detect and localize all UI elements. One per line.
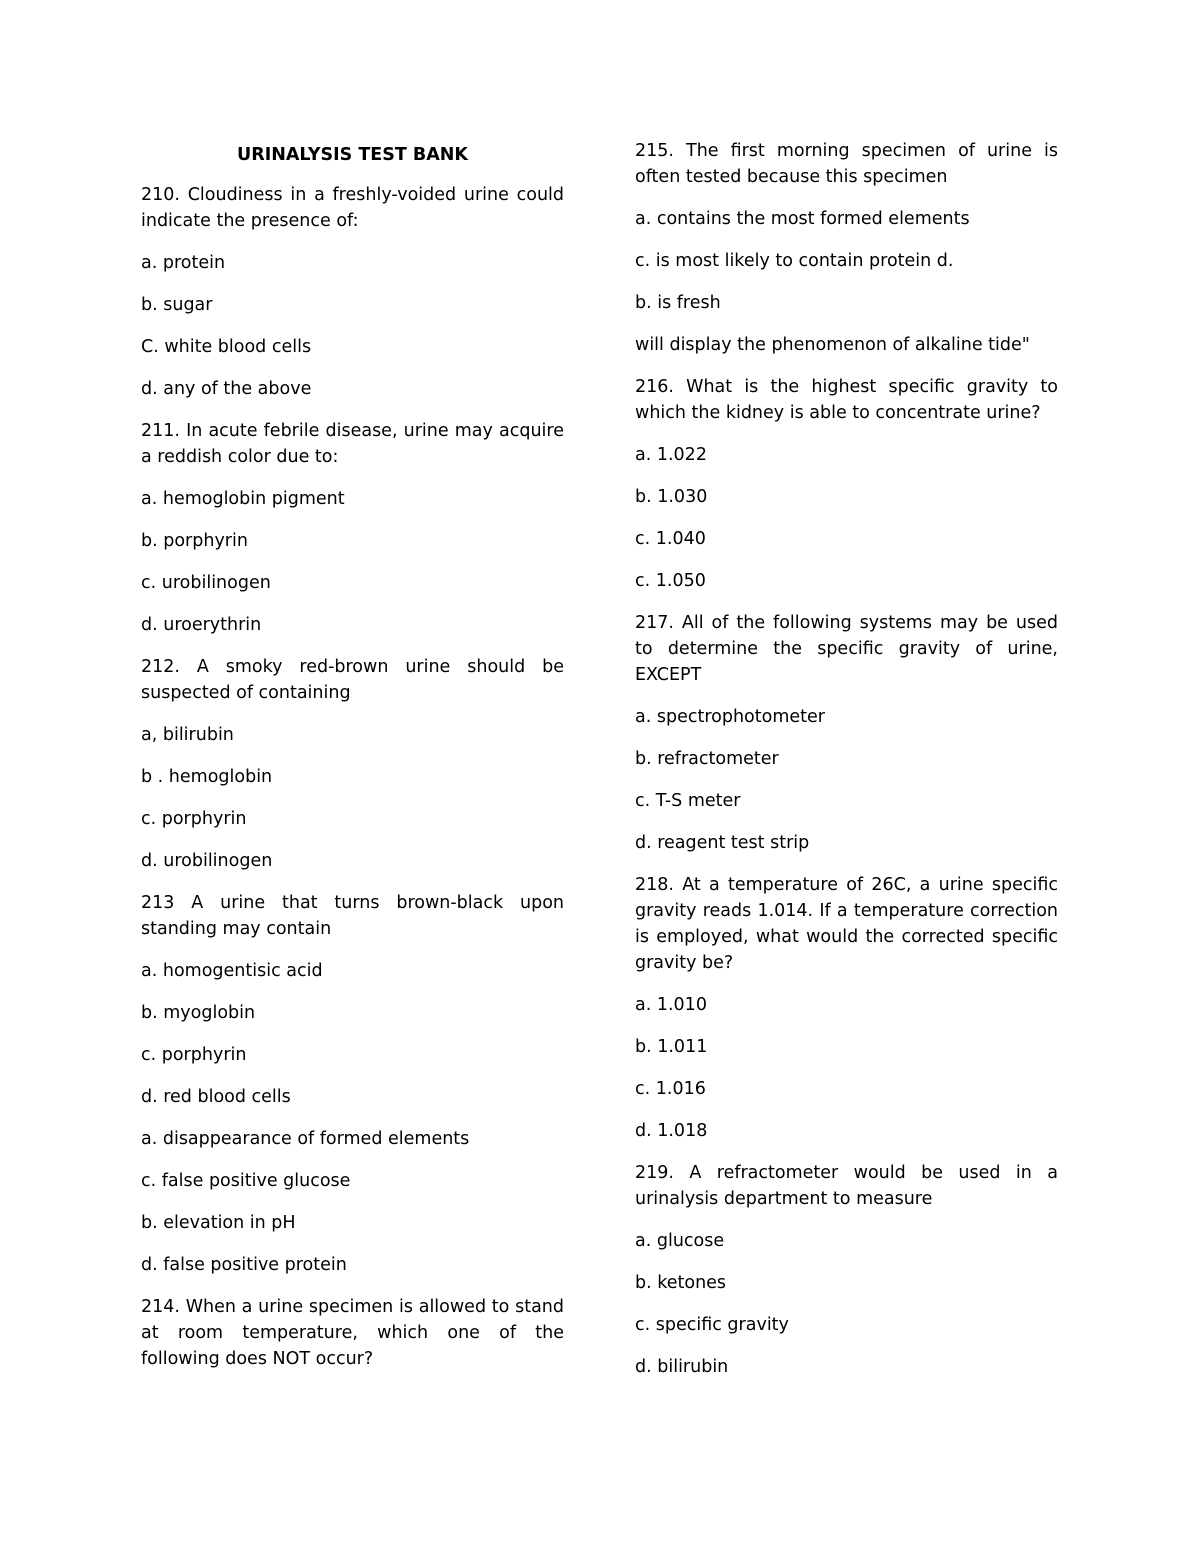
answer-option: b. myoglobin (141, 1003, 256, 1023)
answer-option: c. specific gravity (635, 1315, 789, 1335)
answer-option: d. false positive protein (141, 1255, 347, 1275)
left-column (141, 138, 564, 1388)
question-text: 217. All of the following systems may be used to determine the specific gravity of urine, EXCEPT (635, 613, 1058, 685)
answer-option: d. bilirubin (635, 1357, 729, 1377)
answer-option: c. porphyrin (141, 1045, 247, 1065)
answer-option: d. any of the above (141, 379, 312, 399)
question-text: 218. At a temperature of 26C, a urine specific gravity reads 1.014. If a temperature correction is employed, what would the corrected specific gravity be? (635, 875, 1058, 973)
answer-option: d. 1.018 (635, 1121, 708, 1141)
right-column (635, 138, 1058, 1396)
answer-option: c. T-S meter (635, 791, 741, 811)
answer-option: a. contains the most formed elements (635, 209, 970, 229)
answer-option: a. 1.022 (635, 445, 707, 465)
answer-option: d. uroerythrin (141, 615, 262, 635)
answer-option: b. elevation in pH (141, 1213, 296, 1233)
answer-option: C. white blood cells (141, 337, 312, 357)
answer-option: c. urobilinogen (141, 573, 271, 593)
answer-option: a. protein (141, 253, 226, 273)
answer-option: d. urobilinogen (141, 851, 273, 871)
answer-option: will display the phenomenon of alkaline tide" (635, 335, 1030, 355)
question-text: 212. A smoky red-brown urine should be suspected of containing (141, 657, 564, 703)
question-text: 213 A urine that turns brown-black upon standing may contain (141, 893, 564, 939)
question-text: 210. Cloudiness in a freshly-voided urine could indicate the presence of: (141, 185, 564, 231)
question-text: 215. The first morning specimen of urine is often tested because this specimen (635, 141, 1058, 187)
answer-option: d. red blood cells (141, 1087, 291, 1107)
answer-option: a. 1.010 (635, 995, 707, 1015)
answer-option: c. porphyrin (141, 809, 247, 829)
answer-option: a. homogentisic acid (141, 961, 323, 981)
answer-option: b. is fresh (635, 293, 721, 313)
answer-option: d. reagent test strip (635, 833, 810, 853)
answer-option: b. refractometer (635, 749, 779, 769)
answer-option: a. spectrophotometer (635, 707, 825, 727)
answer-option: b. 1.011 (635, 1037, 708, 1057)
answer-option: b. ketones (635, 1273, 727, 1293)
answer-option: b. 1.030 (635, 487, 708, 507)
answer-option: b. sugar (141, 295, 213, 315)
answer-option: b. porphyrin (141, 531, 248, 551)
question-text: 216. What is the highest specific gravity to which the kidney is able to concentrate urine? (635, 377, 1058, 423)
answer-option: c. is most likely to contain protein d. (635, 251, 954, 271)
answer-option: a. disappearance of formed elements (141, 1129, 470, 1149)
answer-option: a. hemoglobin pigment (141, 489, 345, 509)
answer-option: c. 1.016 (635, 1079, 706, 1099)
answer-option: a, bilirubin (141, 725, 234, 745)
document-title: URINALYSIS TEST BANK (237, 145, 468, 165)
question-text: 219. A refractometer would be used in a urinalysis department to measure (635, 1163, 1058, 1209)
answer-option: c. 1.050 (635, 571, 706, 591)
answer-option: c. 1.040 (635, 529, 706, 549)
answer-option: c. false positive glucose (141, 1171, 351, 1191)
question-text: 214. When a urine specimen is allowed to stand at room temperature, which one of the following does NOT occur? (141, 1297, 564, 1369)
answer-option: b . hemoglobin (141, 767, 273, 787)
question-text: 211. In acute febrile disease, urine may acquire a reddish color due to: (141, 421, 564, 467)
answer-option: a. glucose (635, 1231, 725, 1251)
